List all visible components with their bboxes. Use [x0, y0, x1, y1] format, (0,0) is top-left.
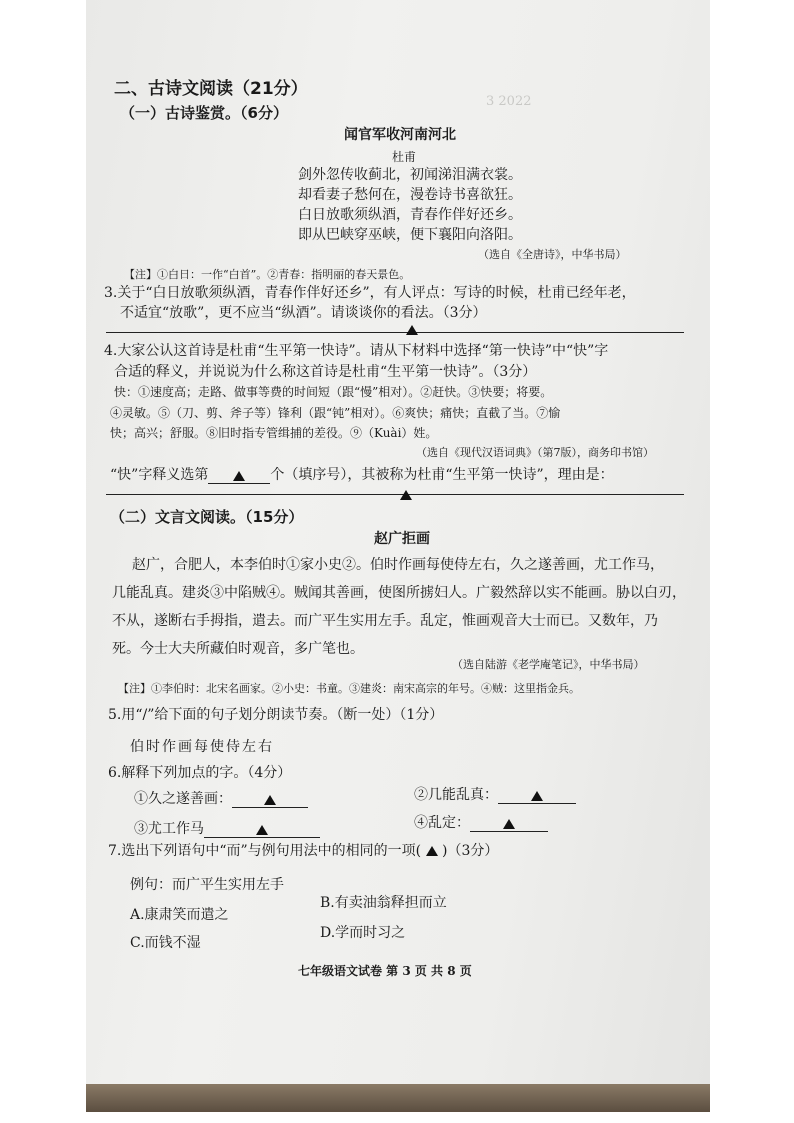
q7-title-row	[108, 842, 498, 860]
q4-definition-2: ④灵敏。⑤（刀、剪、斧子等）锋利（跟“钝”相对）。⑥爽快；痛快；直截了当。⑦愉	[110, 406, 561, 420]
q4-answer-marker	[400, 484, 412, 503]
essay-paragraph-line-4: 死。今士大夫所藏伯时观音，多广笔也。	[112, 641, 364, 657]
part2-title: （二）文言文阅读。（15分）	[110, 508, 304, 526]
q6-item-2-row	[414, 786, 576, 804]
essay-paragraph-line-3: 不从，遂断右手拇指，遣去。而广平生实用左手。乱定，惟画观音大士而已。又数年，乃	[112, 613, 658, 629]
poem-title: 闻官军收河南河北	[344, 127, 456, 143]
q4-number-blank[interactable]	[208, 467, 270, 484]
poem-source: （选自《全唐诗》，中华书局）	[478, 248, 627, 261]
q7-option-a[interactable]: A.康肃笑而遣之	[130, 907, 229, 923]
triangle-icon	[233, 471, 245, 481]
triangle-icon	[400, 490, 412, 500]
poem-author: 杜甫	[392, 150, 417, 164]
q6-item-4-blank[interactable]	[470, 815, 548, 832]
q6-item-1-row	[134, 790, 308, 808]
q4-definition-1: 快：①速度高；走路、做事等费的时间短（跟“慢”相对）。②赶快。③快要；将要。	[114, 385, 553, 399]
q7-example: 例句：而广平生实用左手	[130, 877, 284, 893]
q5-sentence[interactable]: 伯时作画每使侍左右	[130, 739, 274, 755]
q4-line-2: 合适的释义，并说说为什么称这首诗是杜甫“生平第一快诗”。（3分）	[114, 364, 537, 380]
q7-option-c[interactable]: C.而钱不湿	[130, 935, 201, 951]
bleed-through-text: 3 2022	[486, 94, 532, 109]
q6-item-3-row	[134, 820, 320, 838]
q3-line-1: 3.关于“白日放歌须纵酒，青春作伴好还乡”，有人评点：写诗的时候，杜甫已经年老，	[104, 285, 636, 301]
q7-option-d[interactable]: D.学而时习之	[320, 925, 406, 941]
q4-line-1: 4.大家公认这首诗是杜甫“生平第一快诗”。请从下材料中选择“第一快诗”中“快”字	[104, 343, 609, 359]
q6-item-1-blank[interactable]	[232, 791, 308, 808]
essay-note: 【注】①李伯时：北宋名画家。②小史：书童。③建炎：南宋高宗的年号。④贼：这里指金兵。	[118, 682, 580, 695]
q3-answer-marker	[406, 319, 418, 338]
q4-answer-suffix: 个（填序号），其被称为杜甫“生平第一快诗”，理由是：	[270, 467, 614, 483]
q3-line-2: 不适宜“放歌”，更不应当“纵酒”。请谈谈你的看法。（3分）	[120, 305, 487, 321]
q3-answer-line[interactable]	[106, 332, 684, 333]
essay-source: （选自陆游《老学庵笔记》，中华书局）	[452, 658, 645, 671]
page-footer: 七年级语文试卷 第 3 页 共 8 页	[298, 964, 472, 978]
poem-line-3: 白日放歌须纵酒，青春作伴好还乡。	[298, 207, 522, 223]
q6-title: 6.解释下列加点的字。（4分）	[108, 765, 292, 781]
essay-paragraph-line-2: 几能乱真。建炎③中陷贼④。贼闻其善画，使图所掳妇人。广毅然辞以实不能画。胁以白刃，	[112, 585, 686, 601]
essay-title: 赵广拒画	[374, 531, 430, 547]
q4-answer-prefix: “快”字释义选第	[110, 467, 209, 483]
q6-item-4-row	[414, 814, 548, 832]
triangle-icon	[531, 791, 543, 801]
q6-item-4-label: ④乱定：	[414, 815, 470, 831]
q6-item-2-label: ②几能乱真：	[414, 787, 498, 803]
part1-title: （一）古诗鉴赏。（6分）	[120, 104, 288, 122]
q7-title-start: 7.选出下列语句中“而”与例句用法中的相同的一项(	[108, 843, 422, 859]
poem-note: 【注】①白日：一作“白首”。②青春：指明丽的春天景色。	[124, 268, 411, 281]
poem-line-4: 即从巴峡穿巫峡，便下襄阳向洛阳。	[298, 227, 522, 243]
essay-paragraph-line-1: 赵广，合肥人，本李伯时①家小史②。伯时作画每使侍左右，久之遂善画，尤工作马，	[132, 557, 664, 573]
q7-option-b[interactable]: B.有卖油翁释担而立	[320, 895, 447, 911]
desk-edge	[86, 1084, 710, 1112]
q4-answer-row	[110, 466, 614, 484]
q5-prompt: 5.用“/”给下面的句子划分朗读节奏。（断一处）（1分）	[108, 707, 444, 723]
q6-item-3-blank[interactable]	[204, 821, 320, 838]
poem-line-1: 剑外忽传收蓟北，初闻涕泪满衣裳。	[298, 167, 522, 183]
q6-item-2-blank[interactable]	[498, 787, 576, 804]
poem-line-2: 却看妻子愁何在，漫卷诗书喜欲狂。	[298, 187, 522, 203]
q6-item-3-label: ③尤工作马	[134, 821, 204, 837]
section-title: 二、古诗文阅读（21分）	[114, 79, 308, 99]
triangle-icon[interactable]	[426, 846, 438, 856]
exam-paper	[86, 0, 710, 1112]
q4-source: （选自《现代汉语词典》（第7版），商务印书馆）	[416, 446, 654, 459]
triangle-icon	[264, 795, 276, 805]
triangle-icon	[256, 825, 268, 835]
q4-definition-3: 快；高兴；舒服。⑧旧时指专管缉捕的差役。⑨（Kuài）姓。	[110, 426, 438, 440]
q6-item-1-label: ①久之遂善画：	[134, 791, 232, 807]
triangle-icon	[406, 325, 418, 335]
q7-title-end: )（3分）	[442, 843, 499, 859]
triangle-icon	[503, 819, 515, 829]
q4-answer-line[interactable]	[106, 494, 684, 495]
